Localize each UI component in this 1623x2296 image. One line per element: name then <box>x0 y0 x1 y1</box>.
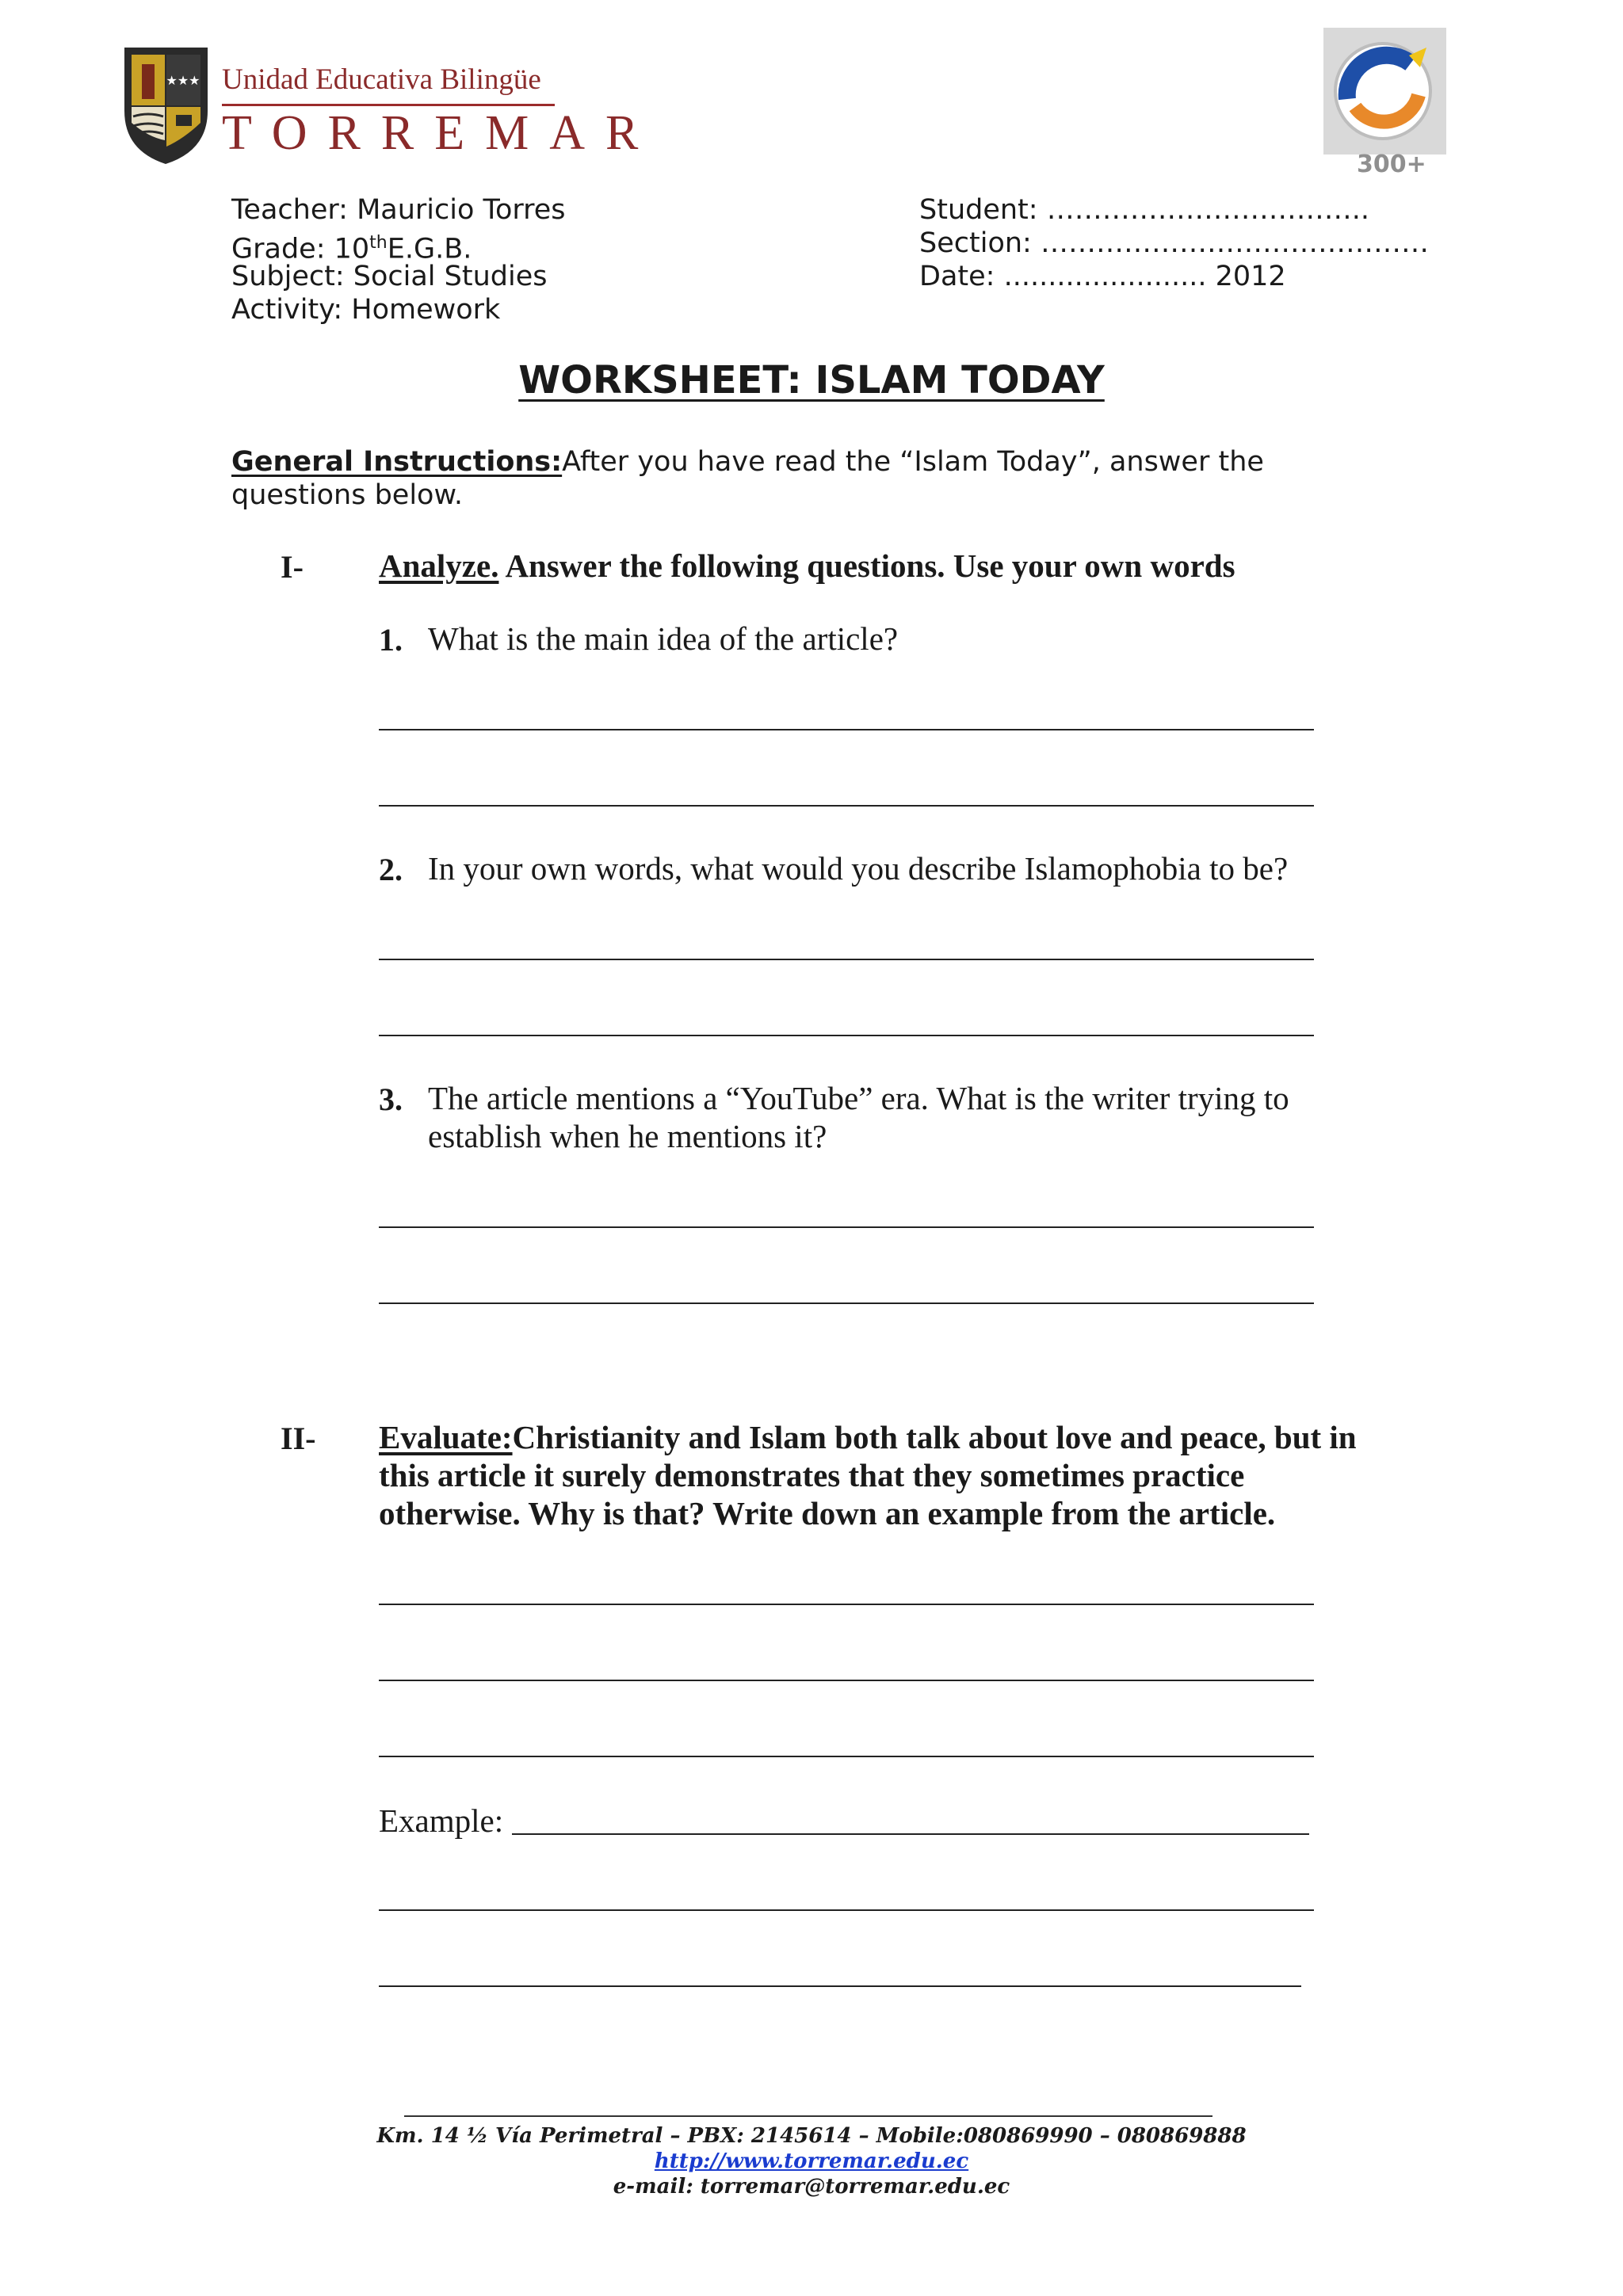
grade-suffix: E.G.B. <box>387 233 472 265</box>
instructions-lead: General Instructions: <box>231 446 563 478</box>
certification-logo <box>1316 24 1450 182</box>
answer-line[interactable] <box>379 1756 1314 1757</box>
crest-icon <box>120 44 212 166</box>
answer-line[interactable] <box>379 1680 1314 1681</box>
answer-line[interactable] <box>379 1226 1314 1228</box>
answer-line[interactable] <box>379 1302 1314 1304</box>
answer-line[interactable] <box>379 1604 1314 1605</box>
answer-line[interactable] <box>379 805 1314 807</box>
answer-line[interactable] <box>379 959 1314 960</box>
answer-line[interactable] <box>379 729 1314 730</box>
example-answer-line[interactable] <box>512 1833 1309 1835</box>
section-1-heading <box>379 547 1235 585</box>
school-logo <box>120 44 659 170</box>
question-2-text: In your own words, what would you describe Islamophobia to be? <box>428 850 1289 887</box>
question-1-number: 1. <box>379 622 403 658</box>
section-2-heading-label: Evaluate: <box>379 1419 513 1455</box>
footer-email: e-mail: torremar@torremar.edu.ec <box>613 2175 1010 2199</box>
section-1-heading-label: Analyze. <box>379 547 499 584</box>
footer-url <box>0 2149 1623 2174</box>
date-field: Date: ....................... 2012 <box>919 261 1286 292</box>
website-link[interactable]: http://www.torremar.edu.ec <box>654 2149 969 2173</box>
teacher-field: Teacher: Mauricio Torres <box>231 194 566 226</box>
general-instructions <box>231 445 1373 512</box>
subject-field: Subject: Social Studies <box>231 261 548 292</box>
question-2-number: 2. <box>379 852 403 887</box>
school-name-line2: TORREMAR <box>222 106 659 160</box>
worksheet-title: WORKSHEET: ISLAM TODAY <box>518 358 1105 402</box>
question-3-text: The article mentions a “YouTube” era. What is the writer trying to establish when he mentions it? <box>428 1080 1289 1154</box>
student-field: Student: …………………………….. <box>919 194 1369 226</box>
certification-badge-text: 300+ <box>1357 151 1426 178</box>
section-1-numeral: I- <box>281 549 304 585</box>
section-2-heading-text: Christianity and Islam both talk about love and peace, but in this article it surely demonstrates that they sometimes practice otherwise. Why is that? Write down an example from the article. <box>379 1419 1357 1531</box>
answer-line[interactable] <box>379 1035 1314 1036</box>
footer-address: Km. 14 ½ Vía Perimetral – PBX: 2145614 – Mobile:080869990 – 080869888 <box>376 2124 1247 2148</box>
grade-superscript: th <box>369 233 388 253</box>
answer-line[interactable] <box>379 1985 1301 1987</box>
answer-line[interactable] <box>379 1909 1314 1911</box>
question-3-number: 3. <box>379 1081 403 1117</box>
section-field: Section: …………………………………… <box>919 227 1429 259</box>
section-2-prompt <box>379 1418 1385 1532</box>
section-2-numeral: II- <box>281 1421 316 1456</box>
footer-divider <box>404 2115 1212 2117</box>
section-1-heading-text: Answer the following questions. Use your own words <box>498 547 1235 584</box>
question-1-text: What is the main idea of the article? <box>428 620 899 657</box>
activity-field: Activity: Homework <box>231 294 501 326</box>
instructions-text: After you have read the “Islam Today”, answer the questions below. <box>231 446 1264 511</box>
grade-prefix: Grade: 10 <box>231 233 370 265</box>
example-label: Example: <box>379 1802 504 1839</box>
svg-text:★★★: ★★★ <box>166 73 200 88</box>
school-name-line1: Unidad Educativa Bilingüe <box>222 63 541 96</box>
